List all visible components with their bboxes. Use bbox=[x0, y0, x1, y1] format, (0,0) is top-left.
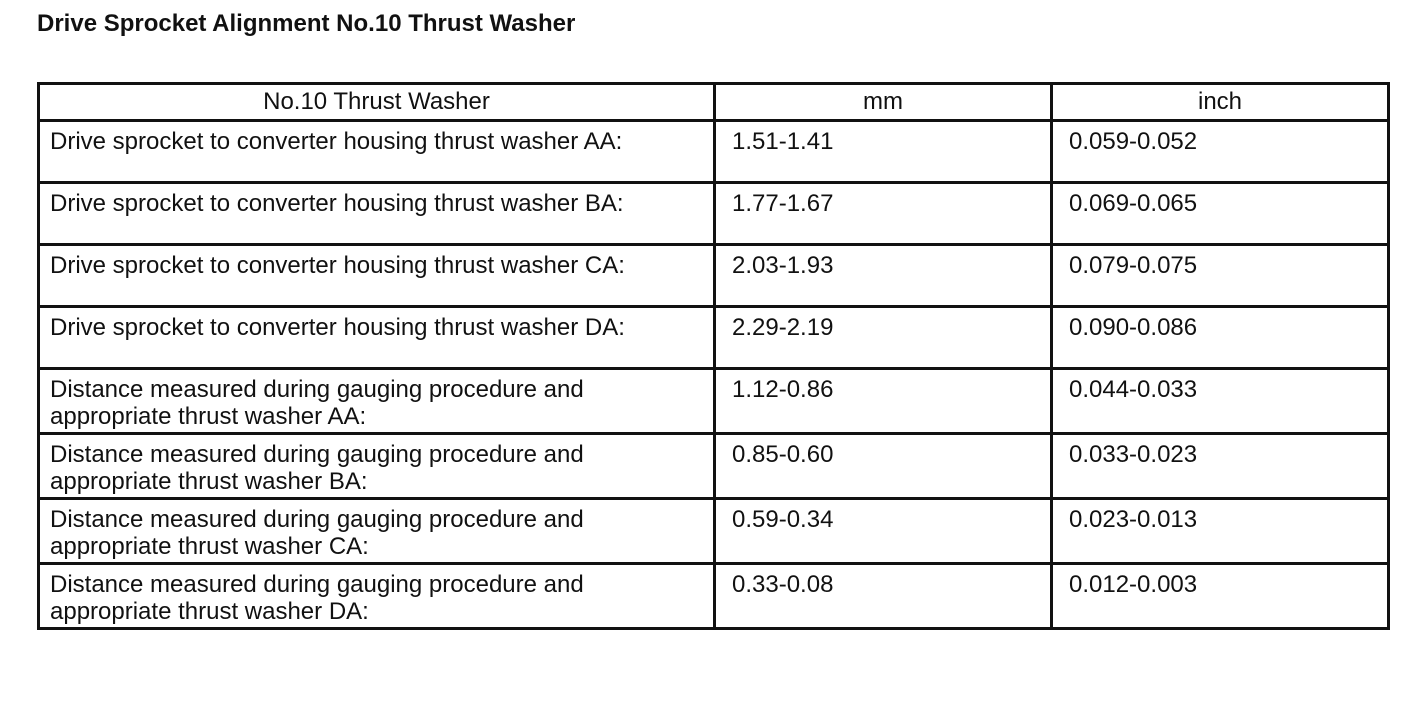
row-label: Drive sprocket to converter housing thrust washer CA: bbox=[39, 245, 715, 307]
table-row bbox=[39, 245, 1389, 307]
thrust-washer-table bbox=[37, 82, 1390, 630]
row-label: Drive sprocket to converter housing thrust washer DA: bbox=[39, 307, 715, 369]
document-title: Drive Sprocket Alignment No.10 Thrust Washer bbox=[37, 10, 576, 37]
row-label: Distance measured during gauging procedure and appropriate thrust washer BA: bbox=[39, 434, 715, 499]
row-inch-value: 0.079-0.075 bbox=[1052, 245, 1389, 307]
column-header-inch: inch bbox=[1052, 84, 1389, 121]
table-row bbox=[39, 369, 1389, 434]
row-mm-value: 2.03-1.93 bbox=[715, 245, 1052, 307]
table-row bbox=[39, 434, 1389, 499]
row-label: Distance measured during gauging procedure and appropriate thrust washer CA: bbox=[39, 499, 715, 564]
table-row bbox=[39, 564, 1389, 629]
row-inch-value: 0.033-0.023 bbox=[1052, 434, 1389, 499]
column-header-washer: No.10 Thrust Washer bbox=[39, 84, 715, 121]
table-row bbox=[39, 307, 1389, 369]
row-mm-value: 0.59-0.34 bbox=[715, 499, 1052, 564]
row-inch-value: 0.044-0.033 bbox=[1052, 369, 1389, 434]
row-mm-value: 0.85-0.60 bbox=[715, 434, 1052, 499]
row-inch-value: 0.059-0.052 bbox=[1052, 121, 1389, 183]
row-inch-value: 0.012-0.003 bbox=[1052, 564, 1389, 629]
row-label: Drive sprocket to converter housing thrust washer BA: bbox=[39, 183, 715, 245]
row-inch-value: 0.023-0.013 bbox=[1052, 499, 1389, 564]
row-mm-value: 1.12-0.86 bbox=[715, 369, 1052, 434]
row-label: Drive sprocket to converter housing thrust washer AA: bbox=[39, 121, 715, 183]
table-header-row bbox=[39, 84, 1389, 121]
column-header-mm: mm bbox=[715, 84, 1052, 121]
row-inch-value: 0.090-0.086 bbox=[1052, 307, 1389, 369]
table-row bbox=[39, 121, 1389, 183]
row-label: Distance measured during gauging procedure and appropriate thrust washer AA: bbox=[39, 369, 715, 434]
row-mm-value: 2.29-2.19 bbox=[715, 307, 1052, 369]
row-mm-value: 1.51-1.41 bbox=[715, 121, 1052, 183]
row-mm-value: 0.33-0.08 bbox=[715, 564, 1052, 629]
row-label: Distance measured during gauging procedure and appropriate thrust washer DA: bbox=[39, 564, 715, 629]
table-row bbox=[39, 499, 1389, 564]
row-mm-value: 1.77-1.67 bbox=[715, 183, 1052, 245]
row-inch-value: 0.069-0.065 bbox=[1052, 183, 1389, 245]
table-row bbox=[39, 183, 1389, 245]
